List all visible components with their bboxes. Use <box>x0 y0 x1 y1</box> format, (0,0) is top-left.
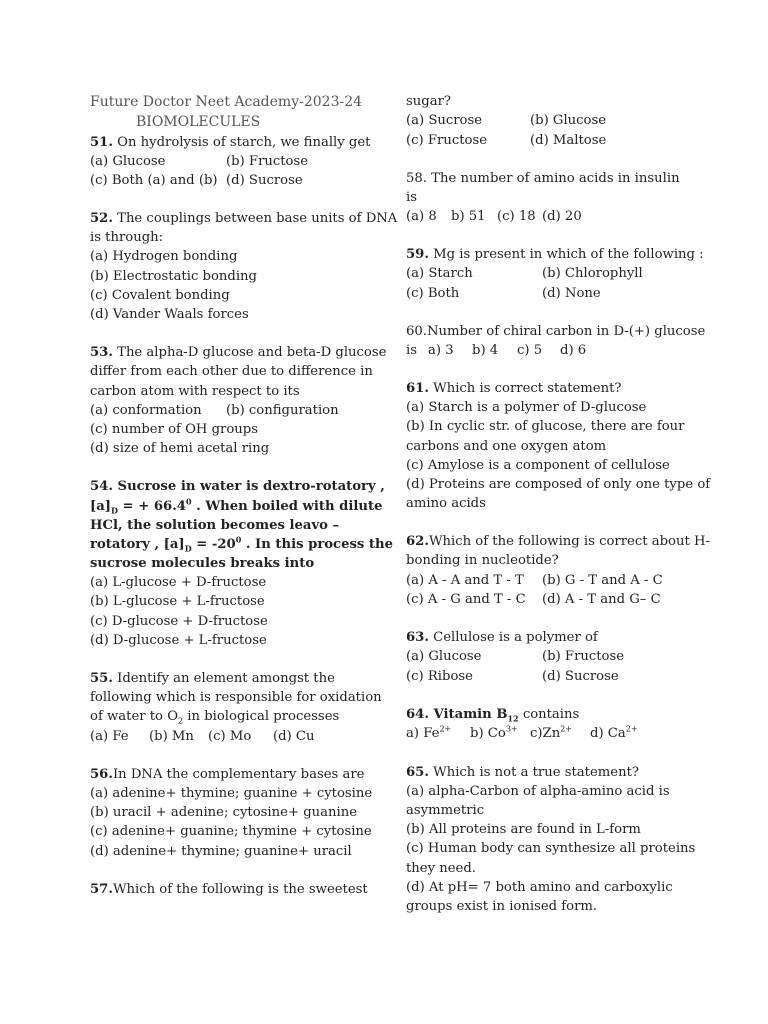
option: carbons and one oxygen atom <box>406 439 607 454</box>
option: (a) Hydrogen bonding <box>90 249 238 264</box>
option: (c) A - G and T - C (d) A - T and G– C <box>406 592 661 607</box>
question-text: differ from each other due to difference in <box>90 364 373 379</box>
question-62: 62.Which of the following is correct about H- <box>406 534 710 549</box>
option: asymmetric <box>406 803 485 818</box>
question-text: is <box>406 190 417 205</box>
option: (b) L-glucose + L-fructose <box>90 594 265 609</box>
question-64: 64. Vitamin $B_{12}$ contains <box>406 707 580 724</box>
option: (d) At pH= 7 both amino and carboxylic <box>406 880 673 895</box>
question-51: 51. On hydrolysis of starch, we finally get <box>90 135 371 150</box>
question-text: following which is responsible for oxidation <box>90 690 382 705</box>
question-59: 59. Mg is present in which of the following : <box>406 247 704 262</box>
question-text: HCl, the solution becomes leavo – <box>90 518 340 533</box>
option: (c) Ribose (d) Sucrose <box>406 669 619 684</box>
question-55: 55. Identify an element amongst the <box>90 671 335 686</box>
question-text: rotatory , $[a]_D = -20^0$ . In this process the <box>90 534 393 554</box>
option: (b) uracil + adenine; cytosine+ guanine <box>90 805 357 820</box>
option: (a) alpha-Carbon of alpha-amino acid is <box>406 784 670 799</box>
option: (a) adenine+ thymine; guanine + cytosine <box>90 786 373 801</box>
question-text: sugar? <box>406 94 451 109</box>
question-53: 53. The alpha-D glucose and beta-D glucose <box>90 345 387 360</box>
question-61: 61. Which is correct statement? <box>406 381 622 396</box>
option-row: is a) 3 b) 4 c) 5 d) 6 <box>406 343 587 358</box>
option: (b) All proteins are found in L-form <box>406 822 641 837</box>
option: (b) In cyclic str. of glucose, there are four <box>406 419 685 434</box>
question-text: is through: <box>90 230 164 245</box>
option: (a) Glucose (b) Fructose <box>90 154 309 169</box>
question-text: sucrose molecules breaks into <box>90 556 315 571</box>
option: (a) conformation (b) configuration <box>90 403 339 418</box>
question-57: 57.Which of the following is the sweetest <box>90 882 368 897</box>
option: (c) adenine+ guanine; thymine + cytosine <box>90 824 372 839</box>
question-text: $[a]_D$ = + $66.4^0$ . When boiled with dilute <box>90 496 383 516</box>
option: (b) Electrostatic bonding <box>90 269 257 284</box>
question-56: 56.In DNA the complementary bases are <box>90 767 365 782</box>
option: (a) L-glucose + D-fructose <box>90 575 267 590</box>
question-text: bonding in nucleotide? <box>406 553 559 568</box>
option: (a) Starch is a polymer of D-glucose <box>406 400 647 415</box>
option: they need. <box>406 861 476 876</box>
option: (d) size of hemi acetal ring <box>90 441 270 456</box>
option: (d) Proteins are composed of only one type of <box>406 477 711 492</box>
subject-header: BIOMOLECULES <box>136 114 261 130</box>
question-text: of water to $O_2$ in biological processes <box>90 709 340 726</box>
option: (c) D-glucose + D-fructose <box>90 614 268 629</box>
option-row: a) $Fe^{2+}$ b) $Co^{3+}$ $c)Zn^{2+}$ d) $Ca^{2+}$ <box>406 724 638 741</box>
question-54: 54. Sucrose in water is dextro-rotatory , <box>90 479 385 494</box>
question-60: 60.Number of chiral carbon in D-(+) glucose <box>406 324 706 339</box>
question-58: 58. The number of amino acids in insulin <box>406 171 680 186</box>
option: (c) Human body can synthesize all proteins <box>406 841 696 856</box>
academy-header: Future Doctor Neet Academy-2023-24 <box>90 94 363 110</box>
option: (c) Covalent bonding <box>90 288 230 303</box>
option: (d) adenine+ thymine; guanine+ uracil <box>90 844 352 859</box>
option: amino acids <box>406 496 486 511</box>
option: (c) Fructose (d) Maltose <box>406 133 607 148</box>
question-52: 52. The couplings between base units of DNA <box>90 211 398 226</box>
option: (d) D-glucose + L-fructose <box>90 633 267 648</box>
option: (c) Both (d) None <box>406 286 601 301</box>
option: (c) Amylose is a component of cellulose <box>406 458 670 473</box>
option: groups exist in ionised form. <box>406 899 598 914</box>
option: (a) Sucrose (b) Glucose <box>406 113 607 128</box>
option: (c) number of OH groups <box>90 422 259 437</box>
question-65: 65. Which is not a true statement? <box>406 765 639 780</box>
option-row: (a) Fe (b) Mn (c) Mo (d) Cu <box>90 729 315 744</box>
option-row: (a) 8 b) 51 (c) 18 (d) 20 <box>406 209 582 224</box>
option: (a) Starch (b) Chlorophyll <box>406 266 643 281</box>
option: (a) Glucose (b) Fructose <box>406 649 625 664</box>
option: (a) A - A and T - T (b) G - T and A - C <box>406 573 663 588</box>
option: (c) Both (a) and (b) (d) Sucrose <box>90 173 303 188</box>
question-text: carbon atom with respect to its <box>90 384 300 399</box>
question-63: 63. Cellulose is a polymer of <box>406 630 598 645</box>
option: (d) Vander Waals forces <box>90 307 249 322</box>
